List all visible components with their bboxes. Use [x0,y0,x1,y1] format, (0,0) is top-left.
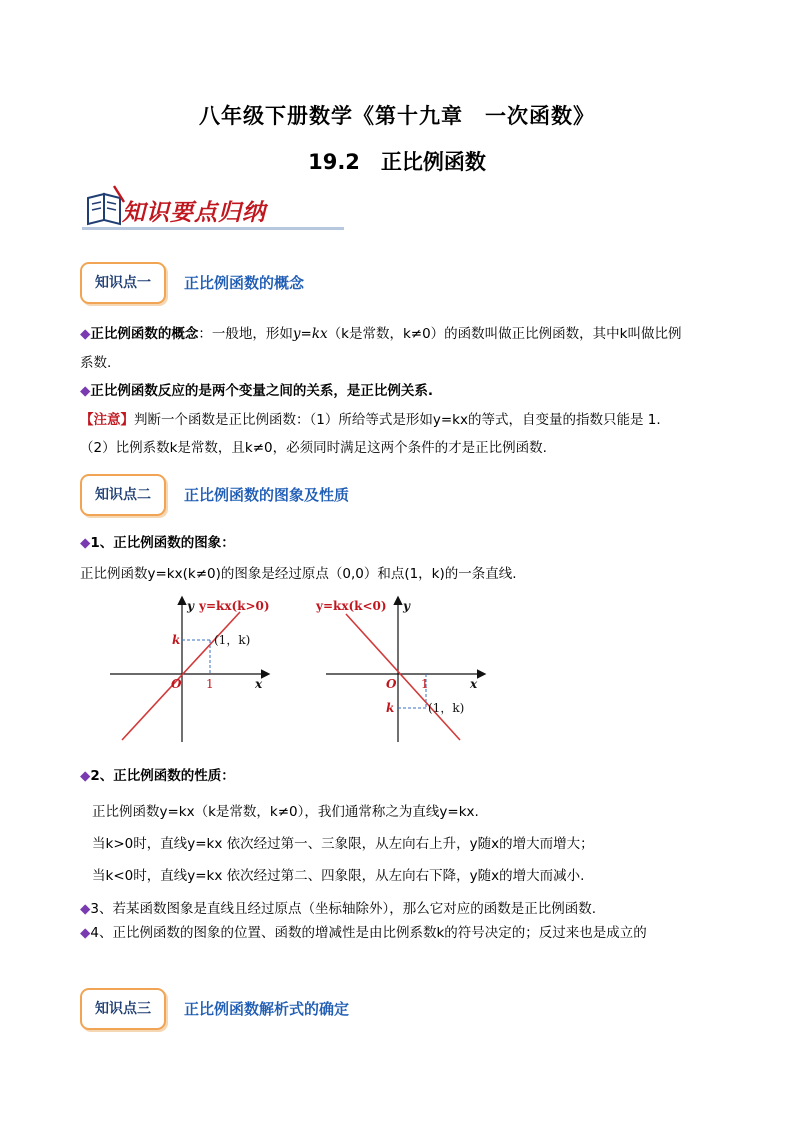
note-line-2: （2）比例系数k是常数，且k≠0，必须同时满足这两个条件的才是正比例函数. [80,440,547,456]
right-line-label: y=kx(k<0) [316,599,387,613]
note-line: 【注意】判断一个函数是正比例函数：（1）所给等式是形如y=kx的等式，自变量的指数只能是 1. [80,412,661,428]
graph-k-negative [315,598,484,742]
page-subtitle: 19.2 正比例函数 [308,150,486,174]
banner-title: 知识要点归纳 [122,199,266,226]
section-tag-1: 知识点一 [80,262,166,304]
relation-line: ◆正比例函数反应的是两个变量之间的关系，是正比例关系. [80,383,434,399]
section-heading-1: 正比例函数的概念 [184,274,305,292]
knowledge-banner [80,184,350,236]
property-2: 当k>0时，直线y=kx 依次经过第一、三象限，从左向右上升，y随x的增大而增大； [92,836,594,852]
y-axis-label: y [187,599,194,613]
one-label: 1 [206,677,214,691]
graph-text: 正比例函数y=kx(k≠0)的图象是经过原点（0,0）和点(1，k)的一条直线. [80,566,517,582]
section-tag-2: 知识点二 [80,474,166,516]
property-label: ◆2、正比例函数的性质： [80,768,235,784]
k-label: k [172,633,181,647]
x-axis-label: x [255,677,263,691]
origin-label: O [171,677,182,691]
origin-label: O [386,677,397,691]
page-title: 八年级下册数学《第十九章 一次函数》 [199,104,595,128]
point-label: (1，k) [214,633,251,647]
section-heading-3: 正比例函数解析式的确定 [184,1000,350,1018]
definition-line: ◆正比例函数的概念：一般地，形如y=kx（k是常数，k≠0）的函数叫做正比例函数，其中k叫做比例 [80,326,682,342]
x-axis-label: x [470,677,478,691]
line-k-negative [346,614,460,740]
point-label: (1，k) [428,701,465,715]
definition-line-cont: 系数. [80,355,112,371]
property-1: 正比例函数y=kx（k是常数，k≠0），我们通常称之为直线y=kx. [92,804,479,820]
banner-underline [82,227,344,230]
point-3: ◆3、若某函数图象是直线且经过原点（坐标轴除外），那么它对应的函数是正比例函数. [80,901,597,917]
property-3: 当k<0时，直线y=kx 依次经过第二、四象限，从左向右下降，y随x的增大而减小. [92,868,585,884]
point-4: ◆4、正比例函数的图象的位置、函数的增减性是由比例系数k的符号决定的；反过来也是成立的 [80,925,647,941]
section-tag-3: 知识点三 [80,988,166,1030]
graphs-figure [100,592,700,752]
graph-label: ◆1、正比例函数的图象： [80,535,235,551]
y-axis-label: y [403,599,410,613]
graph-k-positive [110,598,270,742]
k-label: k [386,701,395,715]
one-label: 1 [421,677,429,691]
line-k-positive [122,612,240,740]
left-line-label: y=kx(k>0) [199,599,270,613]
section-heading-2: 正比例函数的图象及性质 [184,486,350,504]
